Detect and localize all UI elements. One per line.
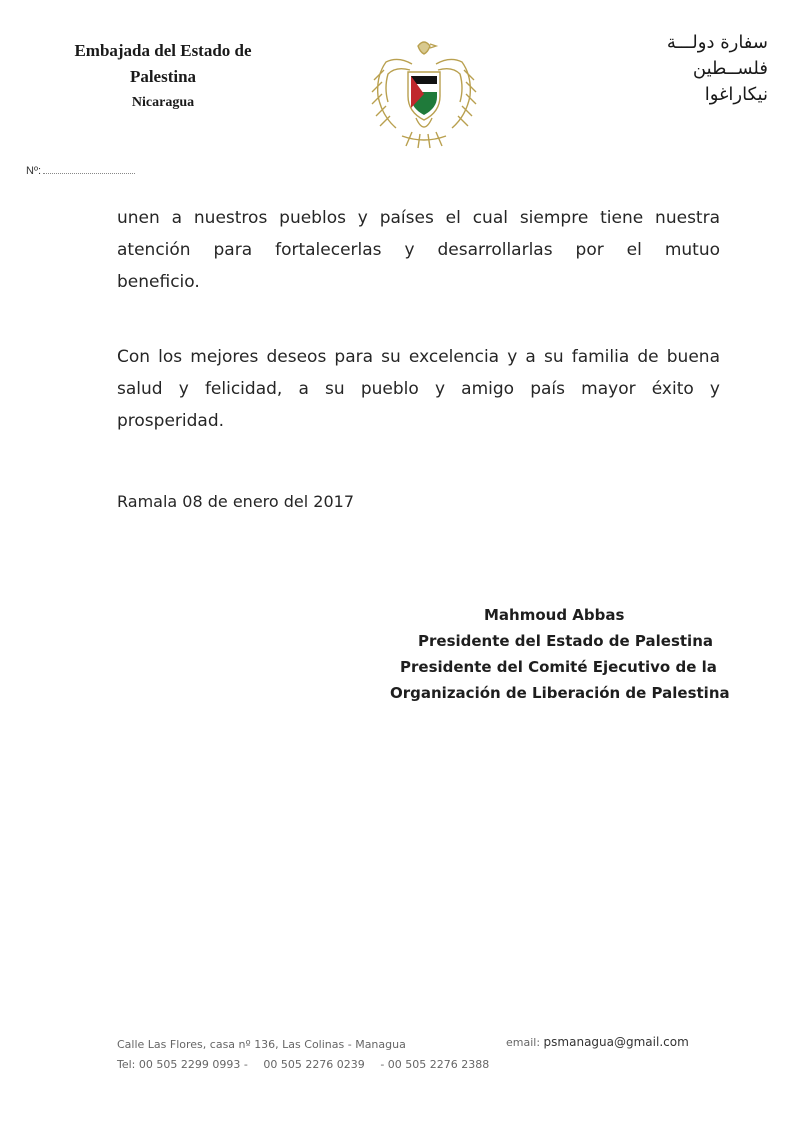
arabic-line2: فلســطين xyxy=(692,58,768,79)
signatory-name: Mahmoud Abbas xyxy=(484,606,625,624)
palestine-eagle-emblem-icon xyxy=(368,36,480,150)
footer-phone-2: 00 505 2276 0239 xyxy=(263,1058,365,1071)
footer-phone-1: 00 505 2299 0993 - xyxy=(138,1058,248,1071)
paragraph-2-line: prosperidad. xyxy=(117,411,225,431)
arabic-line3: نيكاراغوا xyxy=(704,84,768,105)
footer-tel-label: Tel: xyxy=(117,1058,136,1071)
embassy-country: Nicaragua xyxy=(131,95,195,110)
footer-address: Calle Las Flores, casa nº 136, Las Colinas - Managua xyxy=(117,1038,406,1051)
footer xyxy=(117,1035,717,1078)
signature-block xyxy=(380,602,740,706)
footer-phone-3: - 00 505 2276 2388 xyxy=(380,1058,490,1071)
paragraph-1-line: unen a nuestros pueblos y países el cual siempre tiene nuestra xyxy=(117,208,720,228)
arabic-line1: سفارة دولـــة xyxy=(666,32,768,53)
embassy-name-arabic xyxy=(608,30,768,108)
signatory-title-2: Presidente del Comité Ejecutivo de la xyxy=(400,658,717,676)
reference-number-field xyxy=(26,164,135,177)
footer-email-link[interactable]: psmanagua@gmail.com xyxy=(543,1035,689,1049)
reference-number-label: Nº: xyxy=(26,165,42,177)
embassy-name-block xyxy=(28,38,298,114)
date-line: Ramala 08 de enero del 2017 xyxy=(117,492,355,511)
paragraph-1-line: beneficio. xyxy=(117,272,200,292)
paragraph-2 xyxy=(117,341,720,437)
paragraph-1-line: atención para fortalecerlas y desarrollarlas por el mutuo xyxy=(117,240,720,260)
embassy-name-line2: Palestina xyxy=(129,67,197,86)
paragraph-2-line: Con los mejores deseos para su excelencia y a su familia de buena xyxy=(117,347,720,367)
footer-phone-row xyxy=(117,1058,717,1078)
signatory-title-3: Organización de Liberación de Palestina xyxy=(390,684,730,702)
footer-address-row xyxy=(117,1035,717,1058)
signatory-title-1: Presidente del Estado de Palestina xyxy=(418,632,713,650)
footer-email-label: email: xyxy=(506,1036,541,1049)
paragraph-1 xyxy=(117,202,720,298)
footer-email-block xyxy=(506,1035,689,1049)
reference-number-blank xyxy=(43,164,135,174)
embassy-name-line1: Embajada del Estado de xyxy=(74,41,252,60)
paragraph-2-line: salud y felicidad, a su pueblo y amigo país mayor éxito y xyxy=(117,379,720,399)
